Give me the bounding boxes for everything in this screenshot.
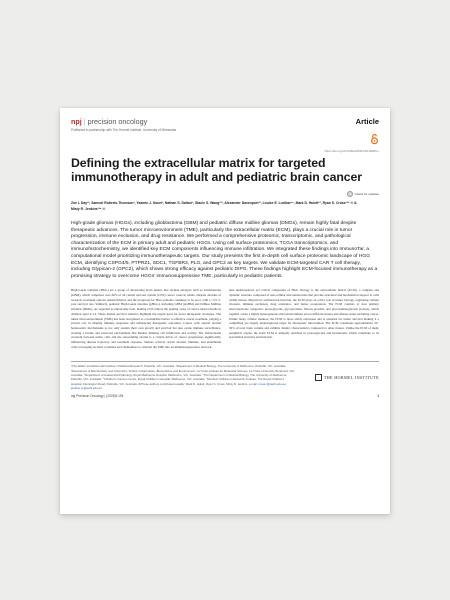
journal-separator: | xyxy=(83,117,86,126)
body-column-left: High-Grade Gliomas (HGG) are a group of devastating brain tumors that include subtypes such as Glioblastoma (GBM), which comprises over 60% of all central nervous system (CNS) cancer cases in adults. Despite decades of research, treatment options remain limited, and the prognosis for HGG patients continues to be poor, with a ~5% 5-year survival rate. Similarly, pediatric High-Grade Gliomas (pHGG), including GBM (pGBM) and Diffuse Midline Gliomas (DMG), are regarded as universally fatal, making CNS tumors the leading cause of cancer-related deaths in children aged 0–14. These dismal survival statistics highlight the urgent need for novel therapeutic strategies. The tumor microenvironment (TME) has been recognized as a formidable barrier to effective cancer treatment, playing a pivotal role in shaping immune responses and influencing therapeutic outcomes. Cancer cells exploit normal homeostatic mechanisms to not only sustain their own growth and survival but also evade immune surveillance, creating a hostile and protected environment that hinders immune cell infiltration and activity. The bidirectional crosstalk between tumor cells and the surrounding stroma is a critical driver of cancer progression, significantly influencing disease trajectory and treatment response. Tumors actively recruit stromal, immune, and endothelial cells, leveraging secreted cytokines and chemokines to remodel the TME into an immunosuppressive network. xyxy=(71,288,221,349)
email-link[interactable]: e-mail: cross.r@wehi.edu.au; jenkins.m@wehi.edu.au xyxy=(71,381,287,390)
page-footer xyxy=(71,394,379,398)
check-updates-label: Check for updates xyxy=(354,192,379,196)
open-access-icon xyxy=(370,133,379,145)
hormel-logo-icon xyxy=(315,374,322,381)
journal-header xyxy=(71,117,379,126)
article-title: Defining the extracellular matrix for targeted immunotherapy in adult and pediatric brain cancer xyxy=(71,156,362,184)
publisher-line xyxy=(71,128,379,132)
body-column-right: One underexplored yet critical component of HGG biology is the extracellular matrix (ECM), a complex and dynamic structure composed of non-cellular macromolecules that provide structural and biochemical support to cells within tissues. Beyond its architectural function, the ECM plays an active role in tumor biology, regulating cellular invasion, immune exclusion, drug resistance, and tumor progression. The ECM consists of four primary macromolecule categories: proteoglycans, glycoproteins, fibrous proteins, and glycosaminoglycans (GAGs), which together create a highly heterogeneous microenvironment across different tissues and disease states including cancer. Unlike many cellular markers, the ECM is more stably expressed and is essential for tumor survival making it a compelling yet largely underexplored target for therapeutic intervention. The ECM constitutes approximately 20–30% of total brain volume and exhibits distinct characteristics compared to other tissues. Unlike the ECM of many peripheral organs, the brain ECM is uniquely enriched in proteoglycans and hyaluronan, which contribute to its specialized structure and function. xyxy=(229,288,379,340)
affiliations xyxy=(71,364,296,390)
doi-link[interactable]: https://doi.org/10.1038/s41698-025-00866-x xyxy=(324,149,379,153)
affiliations-text: ¹The Walter and Eliza Hall Institute of Medical Research, Parkville, VIC, Australia. ²Department of Medical Biology, The University of Melbourne, Parkville, VIC, Australia. ³Department of Biochemistry and Chemistry, School of Agriculture, Biomedicine and Environment, La Trobe Institute for Molecular Science, La Trobe University, Bundoora, VIC, Australia. ⁴Department of Anatomical Pathology, Royal Melbourne Hospital, Melbourne, VIC, Australia. ⁵The Department of Medical Biology, The University of Melbourne, Parkville, VIC, Australia. ⁶Children's Cancer Centre, Royal Children's Hospital, Melbourne, VIC, Australia. ⁷Murdoch Children's Research Institute, The Royal Children's Hospital, Flemington Road, Parkville, VIC, Australia. ✉These authors contributed equally: Mark D. Hulett, Ryan S. Cross, Misty R. Jenkins. xyxy=(71,364,296,386)
paper-page xyxy=(60,108,390,514)
page-number: 1 xyxy=(377,394,379,399)
journal-prefix: npj xyxy=(71,117,82,126)
check-updates-icon xyxy=(347,191,353,197)
hormel-logo-text: THE HORMEL INSTITUTE xyxy=(323,374,379,380)
author-list: Zoe L Day¹², Samuel Roberts-Thomson¹, Yasmin J. Nouri¹, Nathan S. Dalton¹, Stacie S. Wang¹²³, Alexander Davenport¹², Louise E. Ludlow⁴⁵, Mark D. Hulett¹², Ryan S. Cross¹²⁶ ✉ & Misty R. Jenkins¹²⁶ ✉ xyxy=(71,201,357,211)
journal-title: precision oncology xyxy=(87,117,148,126)
journal-name xyxy=(71,117,147,126)
footer xyxy=(71,364,379,390)
footer-divider xyxy=(71,361,379,362)
hormel-institute-logo xyxy=(315,364,379,390)
check-for-updates[interactable] xyxy=(71,191,379,197)
abstract: High-grade gliomas (HGGs), including glioblastoma (GBM) and pediatric diffuse midline gliomas (DMGs), remain highly fatal despite therapeutic advances. The tumor microenvironment (TME), particularly the extracellular matrix (ECM), plays a crucial role in tumor progression, immune exclusion, and drug resistance. We performed a comprehensive proteomic, transcriptomic, and pathological characterization of the ECM in primary adult and pediatric HGGs. Using cell surface proteomics, TCGA transcriptomics, and immunohistochemistry, we identified key ECM components influencing immune infiltration. We integrated these findings into ImmunoTar, a computational model prioritizing immunotherapeutic targets. Our study presents the first in-depth cell surface proteomic landscape of HGG ECM, identifying CSPG4/5, PTPRZ1, SDC1, TGFBR3, PLG, and GPC2 as key targets. We validate ECM-targeted CAR T cell therapy, including Glypican-2 (GPC2), which shows strong efficacy against pediatric DIPG. These findings highlight ECM-focused immunotherapy as a promising strategy to overcome HGGs' immunosuppressive TME, particularly in pediatric patients. xyxy=(71,221,378,279)
journal-citation: npj Precision Oncology | (2025)9:194 xyxy=(71,394,124,399)
article-type-label: Article xyxy=(355,117,379,126)
publisher-text: Published in partnership with The Hormel Institute, University of Minnesota xyxy=(71,128,177,132)
body-columns xyxy=(71,288,379,349)
